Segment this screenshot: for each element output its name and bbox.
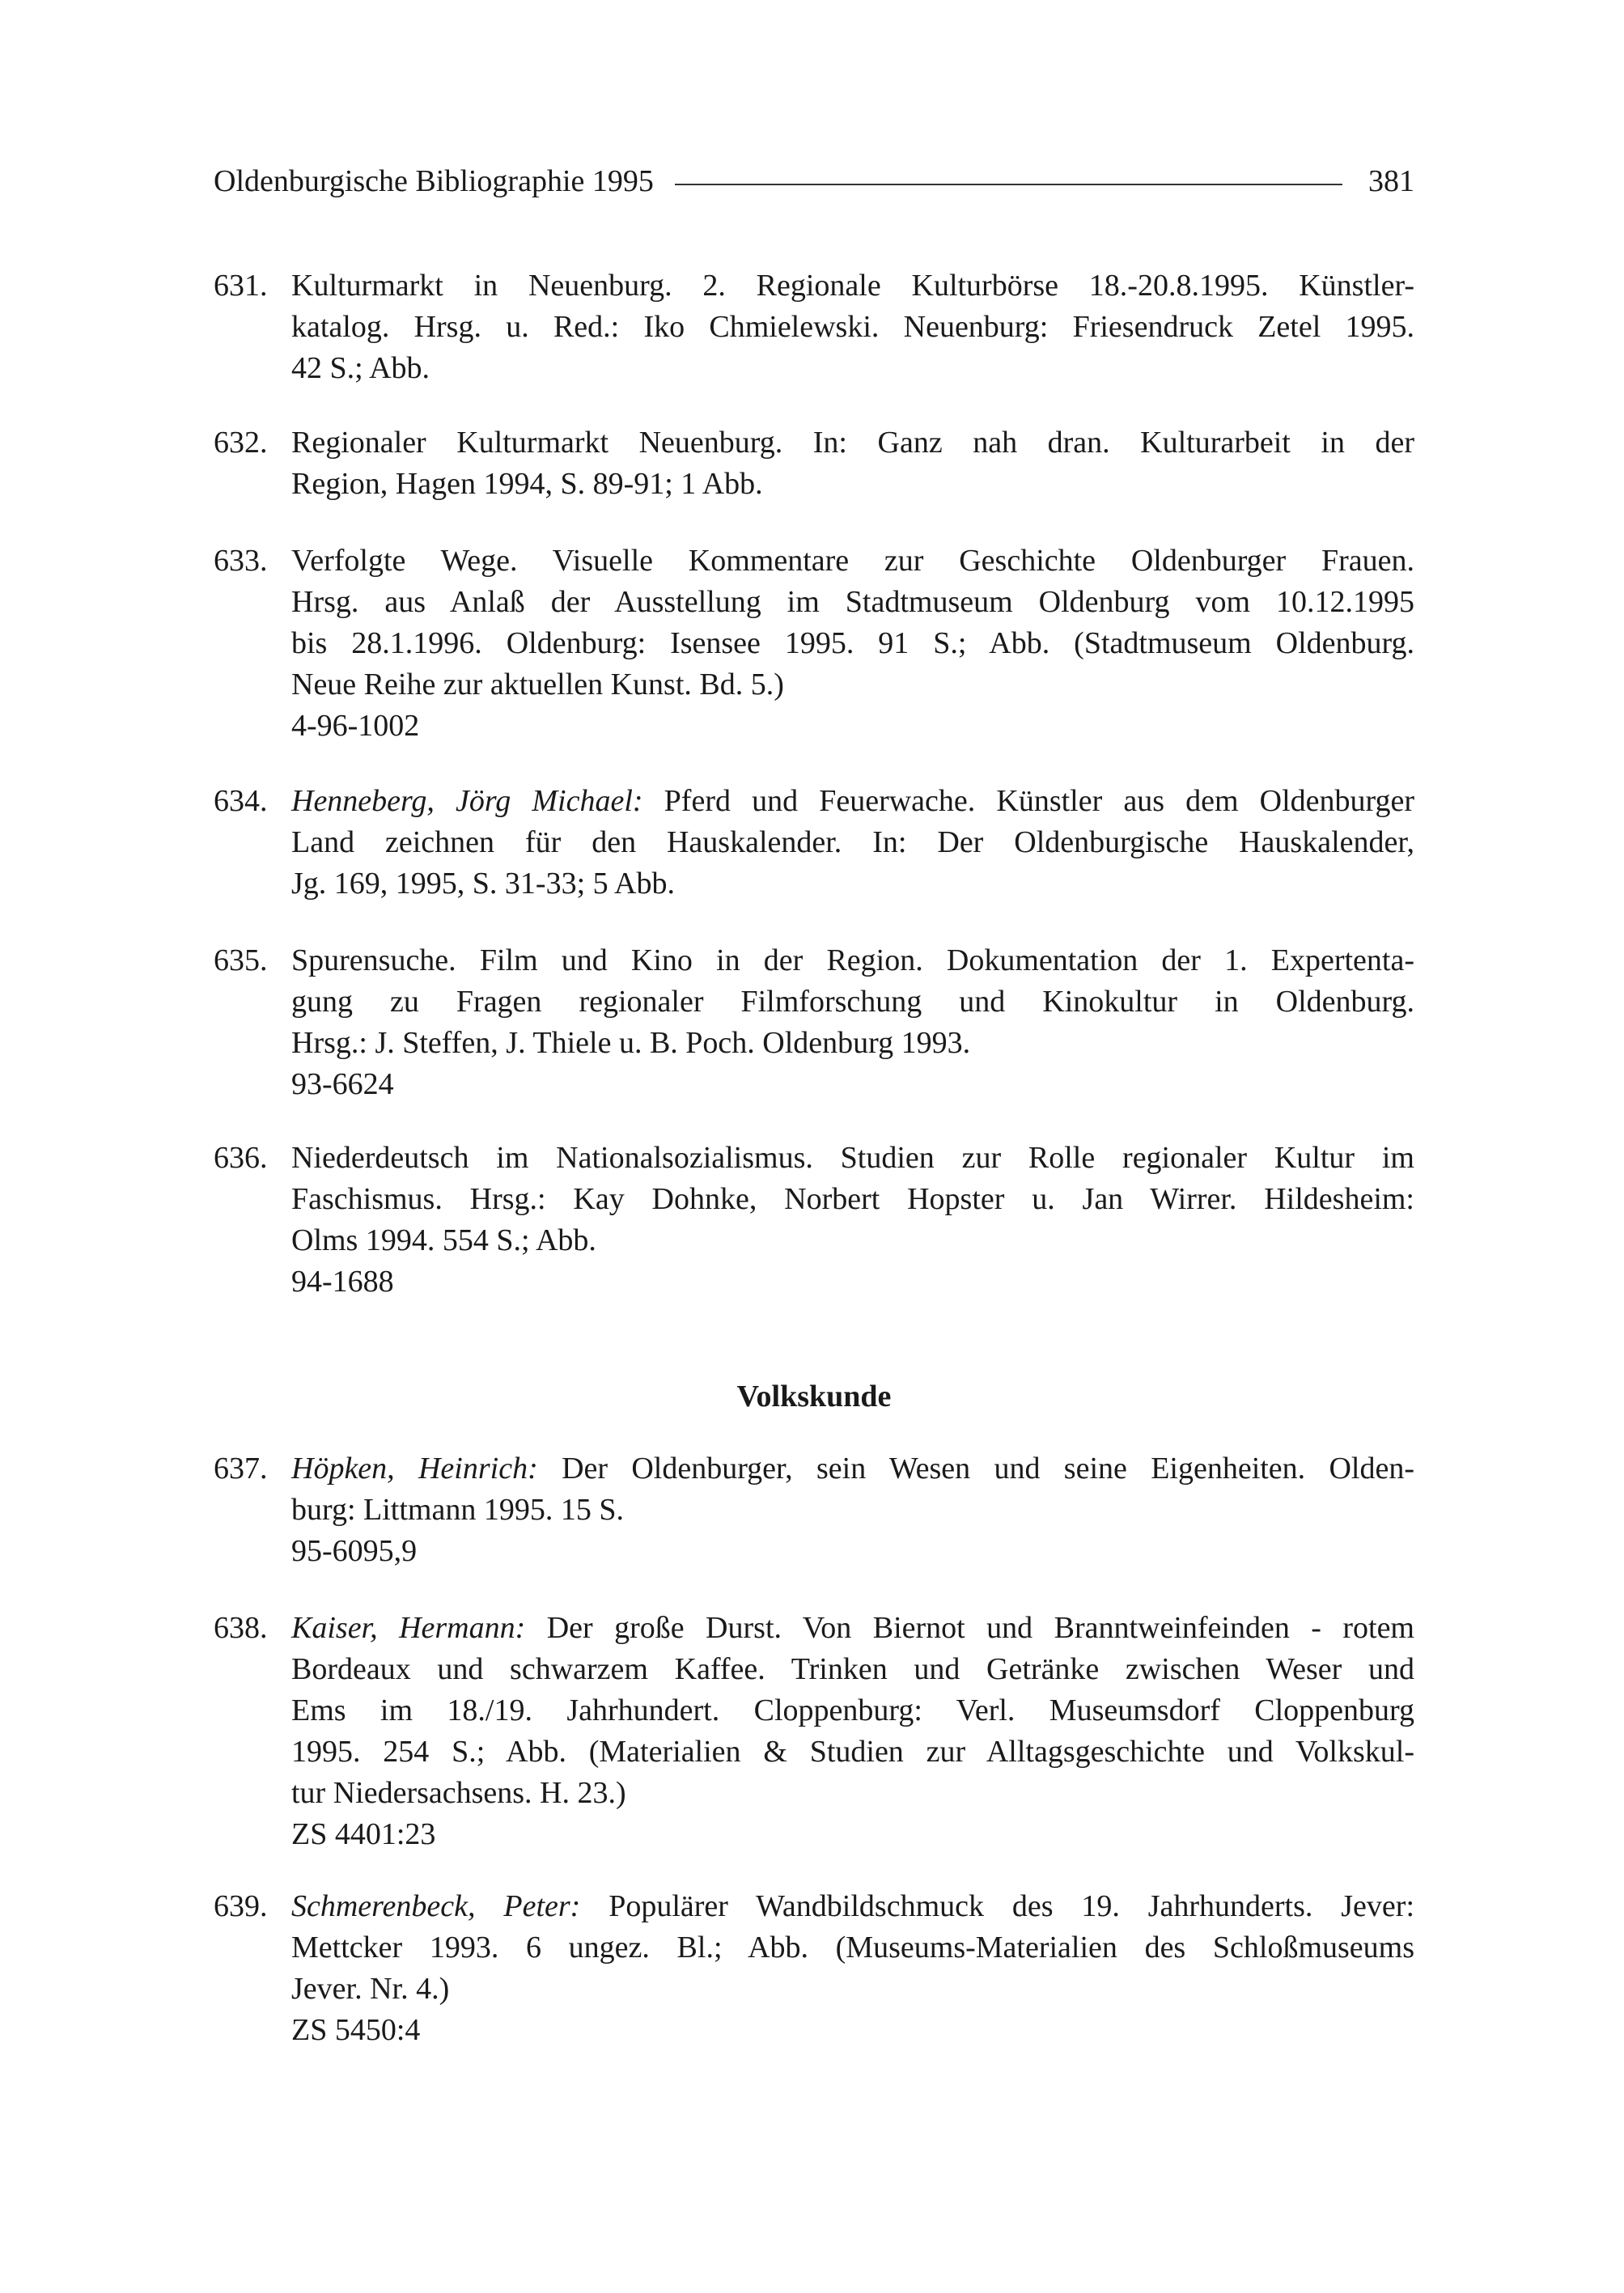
shelf-signature: ZS 4401:23 [291, 1817, 436, 1851]
entry-title: Populärer Wandbildschmuck des 19. Jahrhunderts. Jever: [608, 1889, 1415, 1923]
entry-title: Der Oldenburger, sein Wesen und seine Eigenheiten. Olden- [562, 1452, 1415, 1486]
shelf-signature: 93-6624 [291, 1067, 394, 1101]
entry-line: Jg. 169, 1995, S. 31-33; 5 Abb. [291, 867, 675, 901]
entry-line: Verfolgte Wege. Visuelle Kommentare zur Geschichte Oldenburger Frauen. [291, 544, 1414, 578]
entry-line [291, 1448, 1414, 1490]
entry-number: 637. [214, 1452, 268, 1486]
bibliography-entry-639 [214, 1886, 1414, 2051]
bibliography-entry-631 [214, 265, 1414, 389]
page-header [214, 162, 1414, 201]
entry-line: burg: Littmann 1995. 15 S. [291, 1493, 624, 1527]
entry-line: Land zeichnen für den Hauskalender. In: Der Oldenburgische Hauskalender, [291, 825, 1414, 859]
entry-author: Schmerenbeck, Peter: [291, 1889, 581, 1923]
entry-author: Henneberg, Jörg Michael: [291, 784, 643, 818]
bibliography-entry-635 [214, 940, 1414, 1105]
entry-line: Olms 1994. 554 S.; Abb. [291, 1223, 596, 1257]
shelf-signature: 95-6095,9 [291, 1534, 418, 1568]
entry-number: 632. [214, 426, 268, 460]
entry-author: Höpken, Heinrich: [291, 1452, 538, 1486]
shelf-signature: 94-1688 [291, 1265, 394, 1299]
section-heading: Volkskunde [736, 1380, 892, 1414]
header-rule [675, 184, 1342, 185]
entry-line: tur Niedersachsens. H. 23.) [291, 1776, 626, 1810]
entry-line: katalog. Hrsg. u. Red.: Iko Chmielewski. Neuenburg: Friesendruck Zetel 1995. [291, 310, 1414, 344]
entry-number: 639. [214, 1889, 268, 1923]
bibliography-entry-638 [214, 1608, 1414, 1855]
entry-line: Hrsg.: J. Steffen, J. Thiele u. B. Poch. Oldenburg 1993. [291, 1026, 971, 1060]
shelf-signature: 4-96-1002 [291, 709, 420, 743]
entry-line [291, 1608, 1414, 1649]
entry-number: 638. [214, 1611, 268, 1645]
entry-number: 633. [214, 544, 268, 578]
entry-title: Der große Durst. Von Biernot und Branntweinfeinden - rotem [546, 1611, 1414, 1645]
entry-line: Ems im 18./19. Jahrhundert. Cloppenburg: Verl. Museumsdorf Cloppenburg [291, 1693, 1414, 1727]
entry-line: Niederdeutsch im Nationalsozialismus. Studien zur Rolle regionaler Kultur im [291, 1141, 1414, 1175]
entry-line: Faschismus. Hrsg.: Kay Dohnke, Norbert Hopster u. Jan Wirrer. Hildesheim: [291, 1182, 1414, 1216]
page-number: 381 [1368, 164, 1414, 198]
entry-line: 42 S.; Abb. [291, 351, 430, 385]
bibliography-entry-637 [214, 1448, 1414, 1572]
entry-author: Kaiser, Hermann: [291, 1611, 526, 1645]
entry-line [291, 1886, 1414, 1927]
entry-line: Bordeaux und schwarzem Kaffee. Trinken und Getränke zwischen Weser und [291, 1652, 1414, 1686]
running-title: Oldenburgische Bibliographie 1995 [214, 164, 654, 198]
entry-line: Neue Reihe zur aktuellen Kunst. Bd. 5.) [291, 668, 784, 701]
bibliography-entry-633 [214, 540, 1414, 747]
entry-number: 636. [214, 1141, 268, 1175]
entry-line: Kulturmarkt in Neuenburg. 2. Regionale Kulturbörse 18.-20.8.1995. Künstler- [291, 269, 1414, 303]
entry-line: 1995. 254 S.; Abb. (Materialien & Studien zur Alltagsgeschichte und Volkskul- [291, 1735, 1414, 1769]
entry-line: Jever. Nr. 4.) [291, 1972, 450, 2006]
bibliography-entry-636 [214, 1138, 1414, 1303]
bibliography-entry-634 [214, 781, 1414, 905]
entry-line: gung zu Fragen regionaler Filmforschung und Kinokultur in Oldenburg. [291, 985, 1414, 1019]
entry-line: Regionaler Kulturmarkt Neuenburg. In: Ganz nah dran. Kulturarbeit in der [291, 426, 1414, 460]
entry-number: 634. [214, 784, 268, 818]
entry-line: Region, Hagen 1994, S. 89-91; 1 Abb. [291, 467, 763, 501]
entry-number: 635. [214, 943, 268, 977]
entry-line: Mettcker 1993. 6 ungez. Bl.; Abb. (Museums-Materialien des Schloßmuseums [291, 1931, 1414, 1965]
entry-number: 631. [214, 269, 268, 303]
entry-line: Hrsg. aus Anlaß der Ausstellung im Stadtmuseum Oldenburg vom 10.12.1995 [291, 585, 1414, 619]
shelf-signature: ZS 5450:4 [291, 2013, 421, 2047]
entry-title: Pferd und Feuerwache. Künstler aus dem Oldenburger [664, 784, 1415, 818]
bibliography-entry-632 [214, 422, 1414, 505]
entry-line: Spurensuche. Film und Kino in der Region. Dokumentation der 1. Expertenta- [291, 943, 1414, 977]
entry-line [291, 781, 1414, 822]
entry-line: bis 28.1.1996. Oldenburg: Isensee 1995. 91 S.; Abb. (Stadtmuseum Oldenburg. [291, 626, 1414, 660]
